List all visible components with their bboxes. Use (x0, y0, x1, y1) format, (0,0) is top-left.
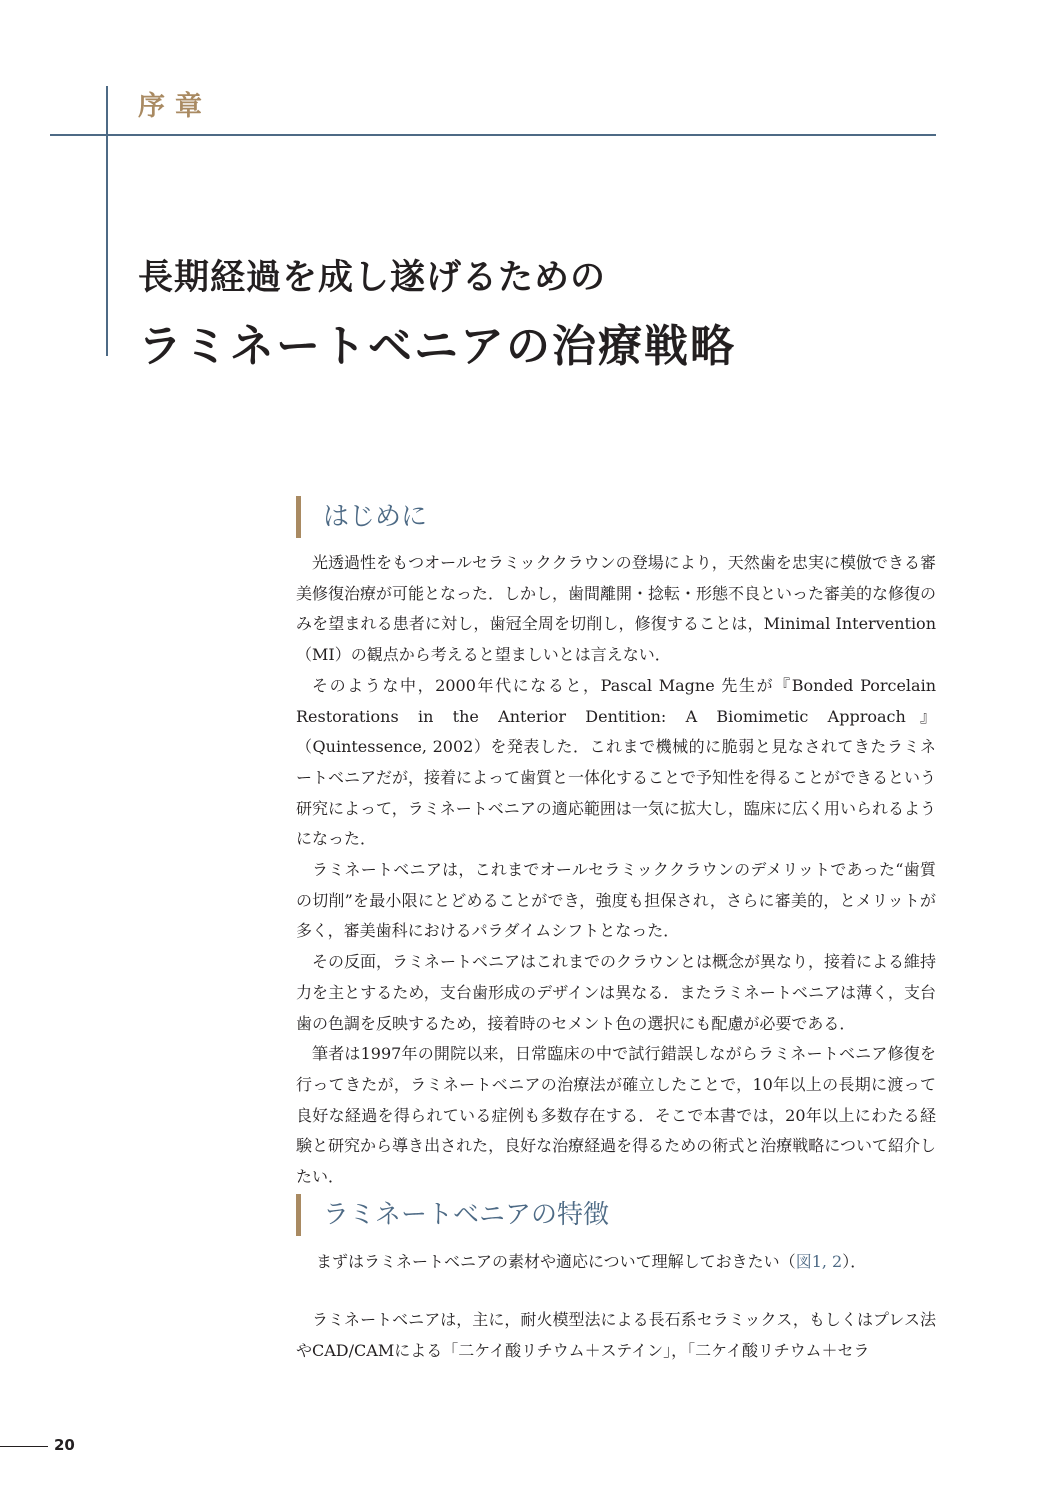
intro-paragraph-1: 光透過性をもつオールセラミッククラウンの登場により，天然歯を忠実に模倣できる審美修復治療が可能となった．しかし，歯間離開・捻転・形態不良といった審美的な修復のみを望まれる患者に対し，歯冠全周を切削し，修復することは，Minimal Intervention（MI）の観点から考えると望ましいとは言えない． (296, 553, 937, 665)
section-heading-intro: はじめに (296, 496, 427, 538)
intro-body (296, 548, 936, 1193)
chapter-horizontal-rule (50, 134, 936, 136)
features-paragraph-1: ラミネートベニアは，主に，耐火模型法による長石系セラミックス，もしくはプレス法やCAD/CAMによる「二ケイ酸リチウム＋ステイン」，「二ケイ酸リチウム＋セラ (296, 1310, 936, 1360)
features-lead-text: まずはラミネートベニアの素材や適応について理解しておきたい（ (316, 1252, 796, 1271)
features-lead (316, 1247, 936, 1278)
intro-paragraph-4: その反面，ラミネートベニアはこれまでのクラウンとは概念が異なり，接着による維持力を主とするため，支台歯形成のデザインは異なる．またラミネートベニアは薄く，支台歯の色調を反映するため，接着時のセメント色の選択にも配慮が必要である． (296, 952, 937, 1033)
page-number-rule (0, 1446, 48, 1447)
intro-paragraph-2: そのような中，2000年代になると，Pascal Magne 先生が『Bonded Porcelain Restorations in the Anterior Dentition: A Biomimetic Approach』（Quintessence, 2002）を発表した．これまで機械的に脆弱と見なされてきたラミネートベニアだが，接着によって歯質と一体化することで予知性を得ることができるという研究によって，ラミネートベニアの適応範囲は一気に拡大し，臨床に広く用いられるようになった． (296, 675, 937, 849)
intro-paragraph-5: 筆者は1997年の開院以来，日常臨床の中で試行錯誤しながらラミネートベニア修復を行ってきたが，ラミネートベニアの治療法が確立したことで，10年以上の長期に渡って良好な経過を得られている症例も多数存在する．そこで本書では，20年以上にわたる経験と研究から導き出された，良好な治療経過を得るための術式と治療戦略について紹介したい． (296, 1044, 936, 1187)
intro-paragraph-3: ラミネートベニアは，これまでオールセラミッククラウンのデメリットであった“歯質の切削”を最小限にとどめることができ，強度も担保され，さらに審美的，とメリットが多く，審美歯科におけるパラダイムシフトとなった． (296, 860, 936, 941)
figure-reference-link[interactable]: 図1, 2 (795, 1252, 843, 1271)
page-number: 20 (54, 1436, 75, 1454)
title-line-1: 長期経過を成し遂げるための (138, 257, 607, 298)
chapter-label: 序章 (138, 91, 212, 122)
features-body (296, 1305, 936, 1366)
chapter-vertical-rule (106, 86, 108, 356)
title-line-2: ラミネートベニアの治療戦略 (138, 321, 736, 372)
features-lead-close: ）． (842, 1252, 867, 1271)
section-heading-features: ラミネートベニアの特徴 (296, 1194, 609, 1236)
